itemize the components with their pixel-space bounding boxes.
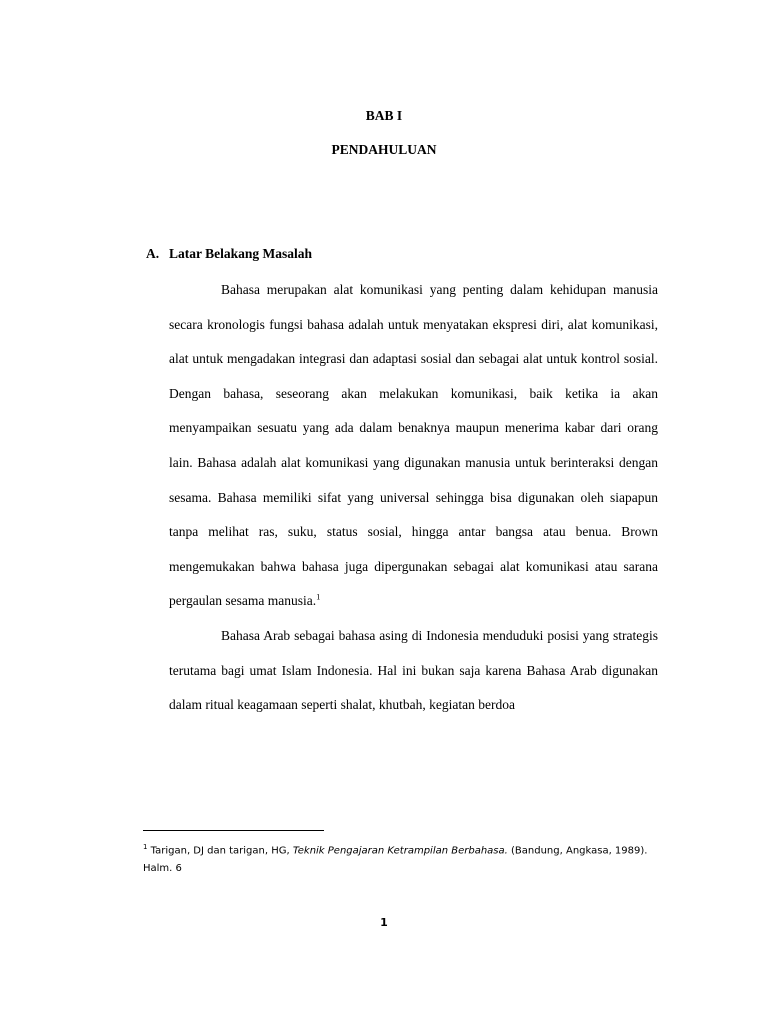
chapter-number: BAB I [365,108,403,123]
body-text [169,273,658,723]
paragraph-text: Bahasa Arab sebagai bahasa asing di Indonesia menduduki posisi yang strategis terutama bagi umat Islam Indonesia. Hal ini bukan saja karena Bahasa Arab digunakan dalam ritual keagamaan seperti shalat, khutbah, kegiatan berdoa [169,627,658,713]
paragraph [169,273,658,619]
footnote-page: Halm. 6 [143,863,182,875]
page-number: 1 [380,916,388,929]
section-letter: A. [146,246,160,261]
section-heading [146,246,312,262]
footnote-divider [143,830,324,831]
footnote-publication: (Bandung, Angkasa, 1989). [511,845,648,857]
footnote-authors: Tarigan, DJ dan tarigan, HG, [150,845,290,857]
footnote-book-title: Teknik Pengajaran Ketrampilan Berbahasa. [292,845,508,857]
paragraph-text: Bahasa merupakan alat komunikasi yang penting dalam kehidupan manusia secara kronologis fungsi bahasa adalah untuk menyatakan ekspresi diri, alat komunikasi, alat untuk mengadakan integrasi dan adaptasi sosial dan sebagai alat untuk kontrol sosial. Dengan bahasa, seseorang akan melakukan komunikasi, baik ketika ia akan menyampaikan sesuatu yang ada dalam benaknya maupun menerima kabar dari orang lain. Bahasa adalah alat komunikasi yang digunakan manusia untuk berinteraksi dengan sesama. Bahasa memiliki sifat yang universal sehingga bisa digunakan oleh siapapun tanpa melihat ras, suku, status sosial, hingga antar bangsa atau benua. Brown mengemukakan bahwa bahasa juga dipergunakan sebagai alat komunikasi atau sarana pergaulan sesama manusia. [169,282,658,609]
paragraph [169,619,658,723]
footnote [143,838,673,878]
footnote-number: 1 [143,843,148,851]
section-title: Latar Belakang Masalah [169,246,313,261]
footnote-reference: 1 [316,591,321,602]
chapter-title: PENDAHULUAN [331,142,437,157]
